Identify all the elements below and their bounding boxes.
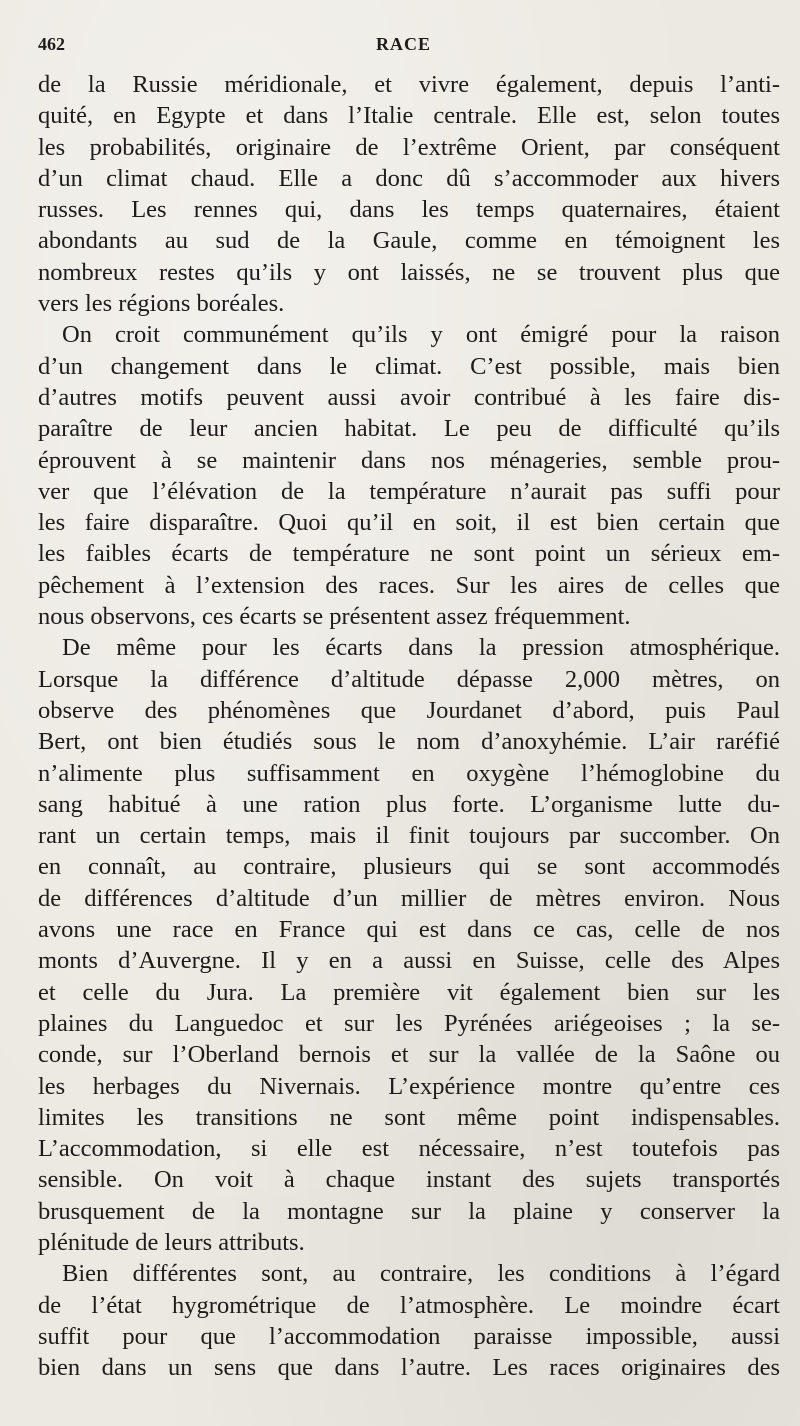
page-number: 462 — [38, 34, 65, 54]
text-line: plaines du Languedoc et sur les Pyrénées ariégeoises ; la se- — [38, 1009, 780, 1037]
text-line: les probabilités, originaire de l’extrême Orient, par conséquent — [38, 133, 780, 161]
text-line: suffit pour que l’accommodation paraisse impossible, aussi — [38, 1322, 780, 1350]
page-header — [38, 34, 780, 60]
text-line: De même pour les écarts dans la pression atmosphérique. — [62, 634, 780, 662]
text-line: les herbages du Nivernais. L’expérience montre qu’entre ces — [38, 1072, 780, 1100]
text-line: les faire disparaître. Quoi qu’il en soit, il est bien certain que — [38, 509, 780, 537]
text-line: pêchement à l’extension des races. Sur les aires de celles que — [38, 571, 780, 599]
text-line: On croit communément qu’ils y ont émigré pour la raison — [62, 321, 780, 349]
text-line: n’alimente plus suffisamment en oxygène l’hémoglobine du — [38, 759, 780, 787]
text-line: Lorsque la différence d’altitude dépasse 2,000 mètres, on — [38, 665, 780, 693]
text-line: paraître de leur ancien habitat. Le peu de difficulté qu’ils — [38, 415, 780, 443]
text-line: Bien différentes sont, au contraire, les conditions à l’égard — [62, 1260, 780, 1288]
text-line: ver que l’élévation de la température n’aurait pas suffi pour — [38, 477, 780, 505]
text-line: nombreux restes qu’ils y ont laissés, ne se trouvent plus que — [38, 258, 780, 286]
text-line: d’un climat chaud. Elle a donc dû s’accommoder aux hivers — [38, 164, 780, 192]
text-line: avons une race en France qui est dans ce cas, celle de nos — [38, 916, 780, 944]
text-line: les faibles écarts de température ne sont point un sérieux em- — [38, 540, 780, 568]
text-line: éprouvent à se maintenir dans nos ménageries, semble prou- — [38, 446, 780, 474]
text-line: observe des phénomènes que Jourdanet d’abord, puis Paul — [38, 696, 780, 724]
text-line: en connaît, au contraire, plusieurs qui se sont accommodés — [38, 853, 780, 881]
text-line: russes. Les rennes qui, dans les temps quaternaires, étaient — [38, 196, 780, 224]
text-line: plénitude de leurs attributs. — [38, 1228, 305, 1256]
text-line: limites les transitions ne sont même point indispensables. — [38, 1103, 780, 1131]
text-line: de l’état hygrométrique de l’atmosphère. Le moindre écart — [38, 1291, 780, 1319]
text-line: abondants au sud de la Gaule, comme en témoignent les — [38, 227, 780, 255]
text-line: d’autres motifs peuvent aussi avoir contribué à les faire dis- — [38, 383, 780, 411]
text-line: de la Russie méridionale, et vivre également, depuis l’anti- — [38, 71, 780, 98]
text-line: bien dans un sens que dans l’autre. Les races originaires des — [38, 1354, 780, 1382]
text-line: vers les régions boréales. — [38, 290, 285, 318]
text-line: L’accommodation, si elle est nécessaire, n’est toutefois pas — [38, 1135, 780, 1163]
text-line: d’un changement dans le climat. C’est possible, mais bien — [38, 352, 780, 380]
text-line: de différences d’altitude d’un millier de mètres environ. Nous — [38, 884, 780, 912]
text-line: sensible. On voit à chaque instant des sujets transportés — [38, 1166, 780, 1194]
text-line: Bert, ont bien étudiés sous le nom d’anoxyhémie. L’air raréfié — [38, 728, 780, 756]
text-line: quité, en Egypte et dans l’Italie centrale. Elle est, selon toutes — [38, 102, 780, 130]
text-line: rant un certain temps, mais il finit toujours par succomber. On — [38, 822, 780, 850]
running-title: RACE — [376, 34, 432, 54]
text-line: nous observons, ces écarts se présentent assez fréquemment. — [38, 603, 631, 631]
text-line: brusquement de la montagne sur la plaine y conserver la — [38, 1197, 780, 1225]
text-line: monts d’Auvergne. Il y en a aussi en Suisse, celle des Alpes — [38, 947, 780, 975]
text-line: sang habitué à une ration plus forte. L’organisme lutte du- — [38, 790, 780, 818]
text-line: et celle du Jura. La première vit également bien sur les — [38, 978, 780, 1006]
text-line: conde, sur l’Oberland bernois et sur la vallée de la Saône ou — [38, 1041, 780, 1069]
body-text — [38, 69, 780, 1383]
